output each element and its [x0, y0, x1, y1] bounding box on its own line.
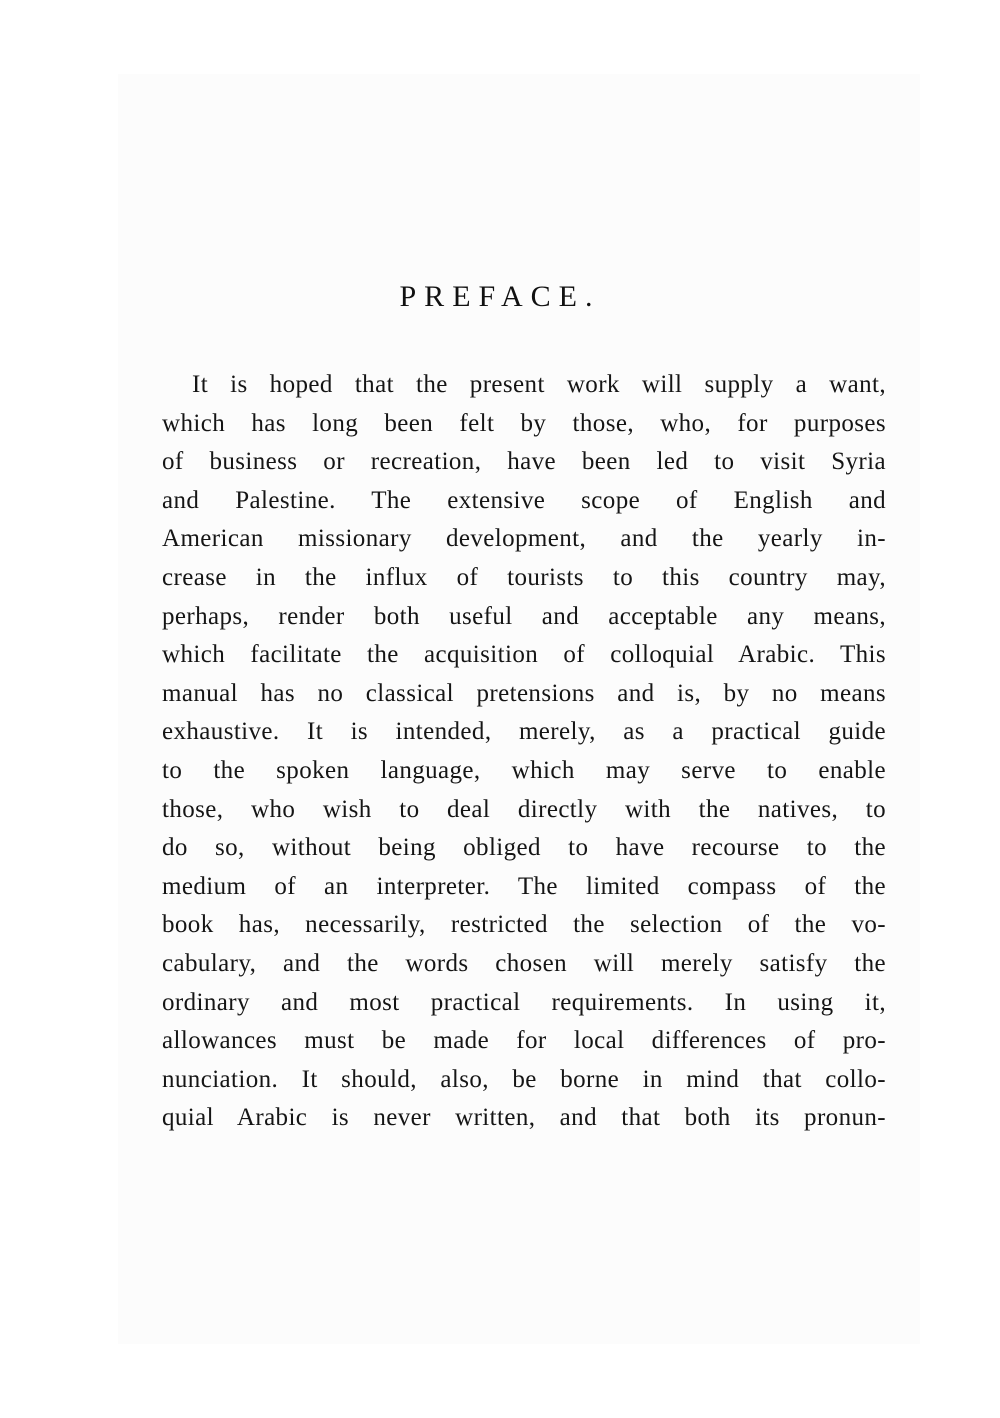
page-title: PREFACE.: [399, 280, 601, 313]
text-line: exhaustive. It is intended, merely, as a practical guide: [162, 718, 886, 746]
text-line: those, who wish to deal directly with the natives, to: [162, 795, 886, 823]
text-line: book has, necessarily, restricted the selection of the vo-: [162, 911, 886, 939]
text-line: to the spoken language, which may serve to enable: [162, 756, 886, 784]
text-line: which facilitate the acquisition of colloquial Arabic. This: [162, 641, 886, 669]
text-line: which has long been felt by those, who, for purposes: [162, 409, 886, 437]
text-line: cabulary, and the words chosen will merely satisfy the: [162, 949, 886, 977]
text-line: medium of an interpreter. The limited compass of the: [162, 872, 886, 900]
text-line: do so, without being obliged to have recourse to the: [162, 834, 886, 862]
text-line: nunciation. It should, also, be borne in mind that collo-: [162, 1065, 886, 1093]
text-line: ordinary and most practical requirements. In using it,: [162, 988, 886, 1016]
text-line: quial Arabic is never written, and that both its pronun-: [162, 1104, 886, 1132]
text-line: American missionary development, and the yearly in-: [162, 525, 886, 553]
preface-body: [162, 366, 886, 1138]
text-line: crease in the influx of tourists to this country may,: [162, 563, 886, 591]
text-line: manual has no classical pretensions and is, by no means: [162, 679, 886, 707]
text-line: and Palestine. The extensive scope of English and: [162, 486, 886, 514]
text-line: It is hoped that the present work will supply a want,: [192, 371, 886, 398]
text-line: of business or recreation, have been led to visit Syria: [162, 448, 886, 476]
text-line: allowances must be made for local differences of pro-: [162, 1027, 886, 1055]
text-line: perhaps, render both useful and acceptable any means,: [162, 602, 886, 630]
